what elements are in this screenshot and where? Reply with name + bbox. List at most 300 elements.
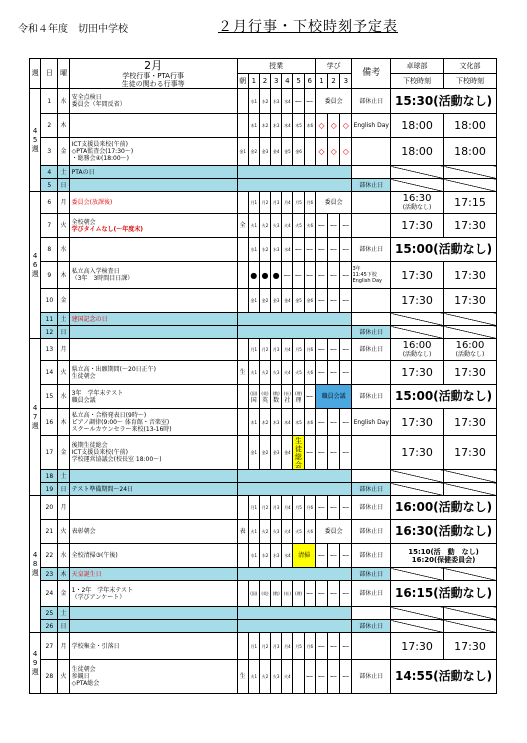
slash-cell [444, 607, 497, 620]
biko-cell: 部休止日 [352, 238, 391, 262]
period-cell: 清掃 [293, 544, 315, 568]
period-cell [248, 385, 259, 409]
period-cell: 火3 [271, 361, 282, 385]
period-cell: 木3 [271, 409, 282, 436]
period-cell: 金5 [293, 289, 304, 313]
period-cell: 水2 [259, 89, 270, 114]
table-row [30, 581, 497, 607]
dismissal-time: 14:55(活動なし) [391, 660, 497, 694]
table-row [30, 633, 497, 660]
period-cell [237, 409, 248, 436]
period-cell [282, 385, 293, 409]
period-cell: 月6 [304, 339, 315, 361]
event-line: 安全点検日 [71, 94, 102, 101]
period-cell: 月4 [282, 192, 293, 214]
slash-cell [391, 470, 444, 483]
header-events-sub1: 学校行事・PTA行事 [122, 71, 184, 80]
week-label: 4 5 週 [30, 89, 41, 192]
event-line: （3年 3時間目日課） [71, 275, 134, 282]
manabi-cell: ー [315, 214, 327, 238]
manabi-cell: ー [315, 496, 327, 520]
table-row [30, 361, 497, 385]
period-cell: 月2 [259, 339, 270, 361]
note-line: 3年 [352, 266, 361, 272]
dismissal-time-club: 17:30 [391, 214, 444, 238]
dow-cell: 火 [58, 214, 69, 238]
header-m3: 3 [340, 74, 352, 89]
dismissal-time-culture: 17:30 [444, 214, 497, 238]
time-value: 16:00 [402, 340, 432, 351]
header-p2: 2 [259, 74, 270, 89]
period-cell: ー [304, 385, 315, 409]
manabi-cell: ー [340, 361, 352, 385]
table-row [30, 436, 497, 470]
manabi-cell: 委員会 [315, 520, 352, 544]
dismissal-time: 15:30(活動なし) [391, 89, 497, 114]
date-cell: 14 [41, 361, 58, 385]
dow-cell: 月 [58, 496, 69, 520]
period-cell: 生徒総会 [293, 436, 304, 470]
slash-cell [444, 483, 497, 496]
event-line: 参観日 [71, 673, 90, 680]
period-cell [237, 436, 248, 470]
event-line: （学びアンケート） [71, 593, 126, 601]
period-cell [237, 385, 248, 409]
date-cell: 3 [41, 138, 58, 166]
manabi-cell: ー [328, 409, 340, 436]
period-cell: 火3 [271, 214, 282, 238]
period-cell: ー [304, 660, 315, 694]
date-cell: 7 [41, 214, 58, 238]
date-cell: 28 [41, 660, 58, 694]
biko-cell [352, 361, 391, 385]
event-cell [69, 339, 237, 361]
slash-cell [444, 313, 497, 326]
biko-cell: 部休止日 [352, 520, 391, 544]
dot-icon: ● [271, 262, 282, 289]
manabi-cell: ー [315, 544, 327, 568]
period-cell: 金4 [271, 138, 282, 166]
manabi-cell: ー [328, 361, 340, 385]
slash-cell [391, 326, 444, 339]
date-cell: 21 [41, 520, 58, 544]
dow-cell: 金 [58, 289, 69, 313]
period-cell: 火1 [248, 660, 259, 694]
period-cell: 火5 [293, 361, 304, 385]
period-cell: 金1 [237, 138, 248, 166]
manabi-cell: ー [328, 289, 340, 313]
table-row [30, 89, 497, 114]
dismissal-time-club: 18:00 [391, 138, 444, 166]
table-row [30, 409, 497, 436]
period-cell: 火4 [282, 214, 293, 238]
biko-cell: 部休止日 [352, 544, 391, 568]
header-events-sub2: 生徒の関わる行事等 [121, 79, 185, 88]
period-cell: 月2 [259, 192, 270, 214]
date-cell: 25 [41, 607, 58, 620]
period-cell: 生 [237, 361, 248, 385]
event-line: 学びタイムなし(～年度末) [71, 225, 144, 233]
period-cell: 月1 [248, 633, 259, 660]
week-label: 4 8 週 [30, 496, 41, 633]
period-cell: ー [282, 262, 293, 289]
event-cell [69, 470, 237, 483]
period-cell [237, 289, 248, 313]
biko-cell: 部休止日 [352, 483, 391, 496]
period-subject: 数 [273, 396, 280, 404]
header-baseball-sub: 下校時刻 [391, 74, 444, 89]
event-cell [69, 238, 237, 262]
period-cell: 火6 [304, 520, 315, 544]
period-top: (理) [294, 390, 303, 396]
period-cell: 金1 [248, 289, 259, 313]
period-cell [237, 114, 248, 138]
dismissal-time-club: 17:30 [391, 633, 444, 660]
period-top: (国) [250, 390, 258, 396]
event-cell: 天皇誕生日 [69, 568, 237, 581]
period-cell: 水4 [282, 238, 293, 262]
table-row [30, 214, 497, 238]
event-line: スクールカウンセラー来校(13-16時) [71, 425, 172, 433]
period-cell: 月1 [248, 496, 259, 520]
slash-cell [391, 483, 444, 496]
period-cell: 木3 [271, 114, 282, 138]
note-line: English Day [352, 278, 382, 284]
period-cell: 木2 [259, 409, 270, 436]
period-cell [237, 192, 248, 214]
biko-cell [352, 166, 391, 179]
header-m1: 1 [315, 74, 327, 89]
manabi-cell: ー [328, 339, 340, 361]
slash-cell [444, 568, 497, 581]
event-cell [69, 138, 237, 166]
table-row [30, 166, 497, 179]
time-note: (活動なし) [402, 204, 432, 211]
event-line: 学校運営協議会(校長室 18:00～) [71, 456, 162, 463]
event-cell: テスト準備期間～24日 [69, 483, 237, 496]
dismissal-time-culture: 17:30 [444, 361, 497, 385]
event-cell: 表彰朝会 [69, 520, 237, 544]
table-row [30, 496, 497, 520]
period-cell: 月2 [259, 496, 270, 520]
dismissal-time-culture: 17:30 [444, 262, 497, 289]
event-cell: 委員会(放課後) [69, 192, 237, 214]
manabi-cell: ー [340, 214, 352, 238]
dow-cell: 水 [58, 89, 69, 114]
dow-cell: 金 [58, 436, 69, 470]
date-cell: 26 [41, 620, 58, 633]
schedule-table [29, 58, 497, 694]
manabi-cell: ー [315, 361, 327, 385]
period-cell [237, 262, 248, 289]
dismissal-time-culture: 17:15 [444, 192, 497, 214]
dow-cell: 水 [58, 385, 69, 409]
dow-cell: 木 [58, 262, 69, 289]
manabi-cell: ー [315, 633, 327, 660]
event-cell [69, 289, 237, 313]
period-cell: 月2 [259, 633, 270, 660]
event-cell [69, 620, 237, 633]
date-cell: 10 [41, 289, 58, 313]
period-cell: 金2 [248, 138, 259, 166]
weekend-cell [237, 470, 352, 483]
period-cell: 木4 [282, 409, 293, 436]
period-cell: 火2 [259, 520, 270, 544]
weekend-cell [237, 483, 352, 496]
manabi-cell: ー [340, 339, 352, 361]
period-cell: ー [293, 89, 304, 114]
table-row [30, 179, 497, 192]
dow-cell: 土 [58, 166, 69, 179]
event-cell: PTAの日 [69, 166, 237, 179]
manabi-cell: ー [315, 660, 327, 694]
period-cell [271, 385, 282, 409]
dismissal-time-club: 17:30 [391, 436, 444, 470]
dow-cell: 日 [58, 179, 69, 192]
weekend-cell [237, 607, 352, 620]
period-cell: 水3 [271, 544, 282, 568]
manabi-cell: 委員会 [315, 89, 352, 114]
event-line: 県立高・出願期間(～20日正午) [71, 365, 156, 373]
weekend-cell [237, 166, 352, 179]
header-asa: 朝 [237, 74, 248, 89]
period-subject: 国 [250, 396, 257, 404]
table-row [30, 339, 497, 361]
table-row [30, 483, 497, 496]
period-cell: 月5 [293, 339, 304, 361]
period-cell: 月4 [282, 339, 293, 361]
period-cell: 火1 [248, 214, 259, 238]
period-cell: 木5 [293, 409, 304, 436]
period-cell: 火3 [271, 520, 282, 544]
date-cell: 23 [41, 568, 58, 581]
manabi-cell: ー [340, 289, 352, 313]
event-cell [69, 385, 237, 409]
dismissal-time-club [391, 339, 444, 361]
header-p3: 3 [271, 74, 282, 89]
slash-cell [444, 166, 497, 179]
biko-cell: English Day [352, 114, 391, 138]
dow-cell: 土 [58, 313, 69, 326]
period-cell: 火6 [304, 214, 315, 238]
manabi-cell: ー [340, 238, 352, 262]
table-row [30, 660, 497, 694]
dot-icon: ● [259, 262, 270, 289]
time-note: (活動なし) [455, 351, 485, 358]
header-events [69, 59, 237, 89]
period-cell: 月4 [282, 496, 293, 520]
table-row [30, 313, 497, 326]
dismissal-time-culture: 17:30 [444, 633, 497, 660]
period-cell: 月5 [293, 496, 304, 520]
period-top: (英) [261, 390, 269, 396]
dismissal-time-culture: 17:30 [444, 409, 497, 436]
period-cell: 火2 [259, 361, 270, 385]
event-line: ◇PTA総会 [71, 680, 100, 687]
dow-cell: 土 [58, 470, 69, 483]
period-cell [237, 238, 248, 262]
dismissal-time-club: 17:30 [391, 289, 444, 313]
slash-cell [391, 607, 444, 620]
period-cell: 金4 [282, 436, 293, 470]
period-cell: 火2 [259, 214, 270, 238]
date-cell: 4 [41, 166, 58, 179]
dow-cell: 水 [58, 544, 69, 568]
dismissal-time-culture: 17:30 [444, 289, 497, 313]
diamond-icon: ◇ [340, 114, 352, 138]
event-cell [69, 114, 237, 138]
date-cell: 2 [41, 114, 58, 138]
event-cell [69, 607, 237, 620]
biko-cell [352, 214, 391, 238]
dismissal-time-club [391, 192, 444, 214]
biko-cell [352, 313, 391, 326]
diamond-icon: ◇ [315, 138, 327, 166]
event-cell [69, 581, 237, 607]
event-cell [69, 660, 237, 694]
event-line: 全校朝会 [71, 218, 96, 226]
manabi-cell: ー [315, 289, 327, 313]
period-cell: 月1 [248, 339, 259, 361]
table-row [30, 385, 497, 409]
dismissal-time-culture: 17:30 [444, 436, 497, 470]
table-row [30, 568, 497, 581]
manabi-cell: ー [315, 238, 327, 262]
event-line: 1・2年 学年末テスト [71, 586, 134, 594]
event-cell [69, 496, 237, 520]
period-cell: 月6 [304, 496, 315, 520]
manabi-cell: ー [340, 409, 352, 436]
dismissal-time-club: 17:30 [391, 361, 444, 385]
dow-cell: 火 [58, 361, 69, 385]
biko-cell: 部休止日 [352, 581, 391, 607]
manabi-cell: ー [328, 436, 340, 470]
slash-cell [391, 620, 444, 633]
time-line: 16:20(保健委員会) [411, 555, 476, 564]
period-cell: ー [293, 262, 304, 289]
page-title: ２月行事・下校時刻予定表 [218, 19, 398, 35]
manabi-cell: ー [340, 436, 352, 470]
period-cell: 木1 [248, 114, 259, 138]
biko-cell: 部休止日 [352, 660, 391, 694]
event-line: ピアノ調律(9:00～ 体育館・音楽室) [71, 418, 170, 426]
time-value: 16:30 [402, 193, 432, 204]
period-cell [237, 496, 248, 520]
date-cell: 24 [41, 581, 58, 607]
period-cell: 月3 [271, 339, 282, 361]
dow-cell: 月 [58, 339, 69, 361]
period-cell: 水3 [271, 89, 282, 114]
period-subject: 理 [295, 396, 302, 404]
period-cell: (英) [259, 581, 270, 607]
event-line: 私立高・合格発表日(9時～) [71, 411, 147, 419]
table-row [30, 326, 497, 339]
event-line: ICT支援員来校(午前) [71, 449, 128, 456]
period-cell: 月3 [271, 633, 282, 660]
dow-cell: 日 [58, 620, 69, 633]
period-cell: 水2 [259, 238, 270, 262]
event-cell: 学校集金・引落日 [69, 633, 237, 660]
manabi-cell: ー [315, 581, 327, 607]
period-cell: ー [304, 581, 315, 607]
dow-cell: 木 [58, 568, 69, 581]
week-label: 4 7 週 [30, 339, 41, 496]
period-cell: 水1 [248, 544, 259, 568]
slash-cell [391, 179, 444, 192]
dismissal-time-culture [444, 339, 497, 361]
note-line: 11:45下校 [352, 272, 377, 278]
dismissal-time-culture: 18:00 [444, 114, 497, 138]
period-cell [293, 385, 304, 409]
manabi-cell: ー [340, 496, 352, 520]
period-cell: 月3 [271, 496, 282, 520]
manabi-cell: ー [340, 633, 352, 660]
table-row [30, 289, 497, 313]
period-cell: 木1 [248, 409, 259, 436]
biko-cell [352, 289, 391, 313]
period-cell: (国) [248, 581, 259, 607]
biko-cell [352, 138, 391, 166]
period-cell: 火4 [282, 361, 293, 385]
manabi-cell: ー [340, 544, 352, 568]
table-row [30, 114, 497, 138]
table-row [30, 138, 497, 166]
manabi-cell: ー [340, 262, 352, 289]
school-name: 令和４年度 切田中学校 [18, 24, 128, 35]
table-row [30, 544, 497, 568]
biko-cell [352, 436, 391, 470]
date-cell: 19 [41, 483, 58, 496]
manabi-cell: 職員会議 [315, 385, 352, 409]
weekend-cell [237, 326, 352, 339]
header-date: 日 [41, 59, 58, 89]
manabi-cell: ー [328, 544, 340, 568]
dismissal-time: 15:00(活動なし) [391, 385, 497, 409]
period-cell: 木2 [259, 114, 270, 138]
period-cell: 火1 [248, 361, 259, 385]
period-cell [237, 89, 248, 114]
period-cell: (理) [293, 581, 304, 607]
dismissal-time: 15:00(活動なし) [391, 238, 497, 262]
dow-cell: 日 [58, 326, 69, 339]
header-culture: 文化部 [444, 59, 497, 74]
table-row [30, 470, 497, 483]
period-cell: 金3 [271, 289, 282, 313]
slash-cell [391, 166, 444, 179]
period-cell: 生 [237, 660, 248, 694]
period-cell: 火5 [293, 214, 304, 238]
date-cell: 17 [41, 436, 58, 470]
biko-cell: English Day [352, 409, 391, 436]
table-row [30, 262, 497, 289]
period-cell: 水3 [271, 238, 282, 262]
manabi-cell: ー [328, 660, 340, 694]
event-line: ICT支援員来校(午前) [71, 141, 128, 148]
event-line: 生徒朝会 [71, 372, 96, 380]
event-line: 3年 学年末テスト [71, 389, 124, 397]
event-cell: 全校清掃③(午後) [69, 544, 237, 568]
header-month: 2月 [144, 58, 163, 72]
period-top: (数) [272, 390, 280, 396]
event-cell: 建国記念の日 [69, 313, 237, 326]
period-cell: 月3 [271, 192, 282, 214]
period-cell: 月4 [282, 633, 293, 660]
date-cell: 20 [41, 496, 58, 520]
period-cell: 木6 [304, 409, 315, 436]
period-cell: (数) [271, 581, 282, 607]
slash-cell [391, 313, 444, 326]
event-line: 生徒朝会 [71, 666, 96, 673]
